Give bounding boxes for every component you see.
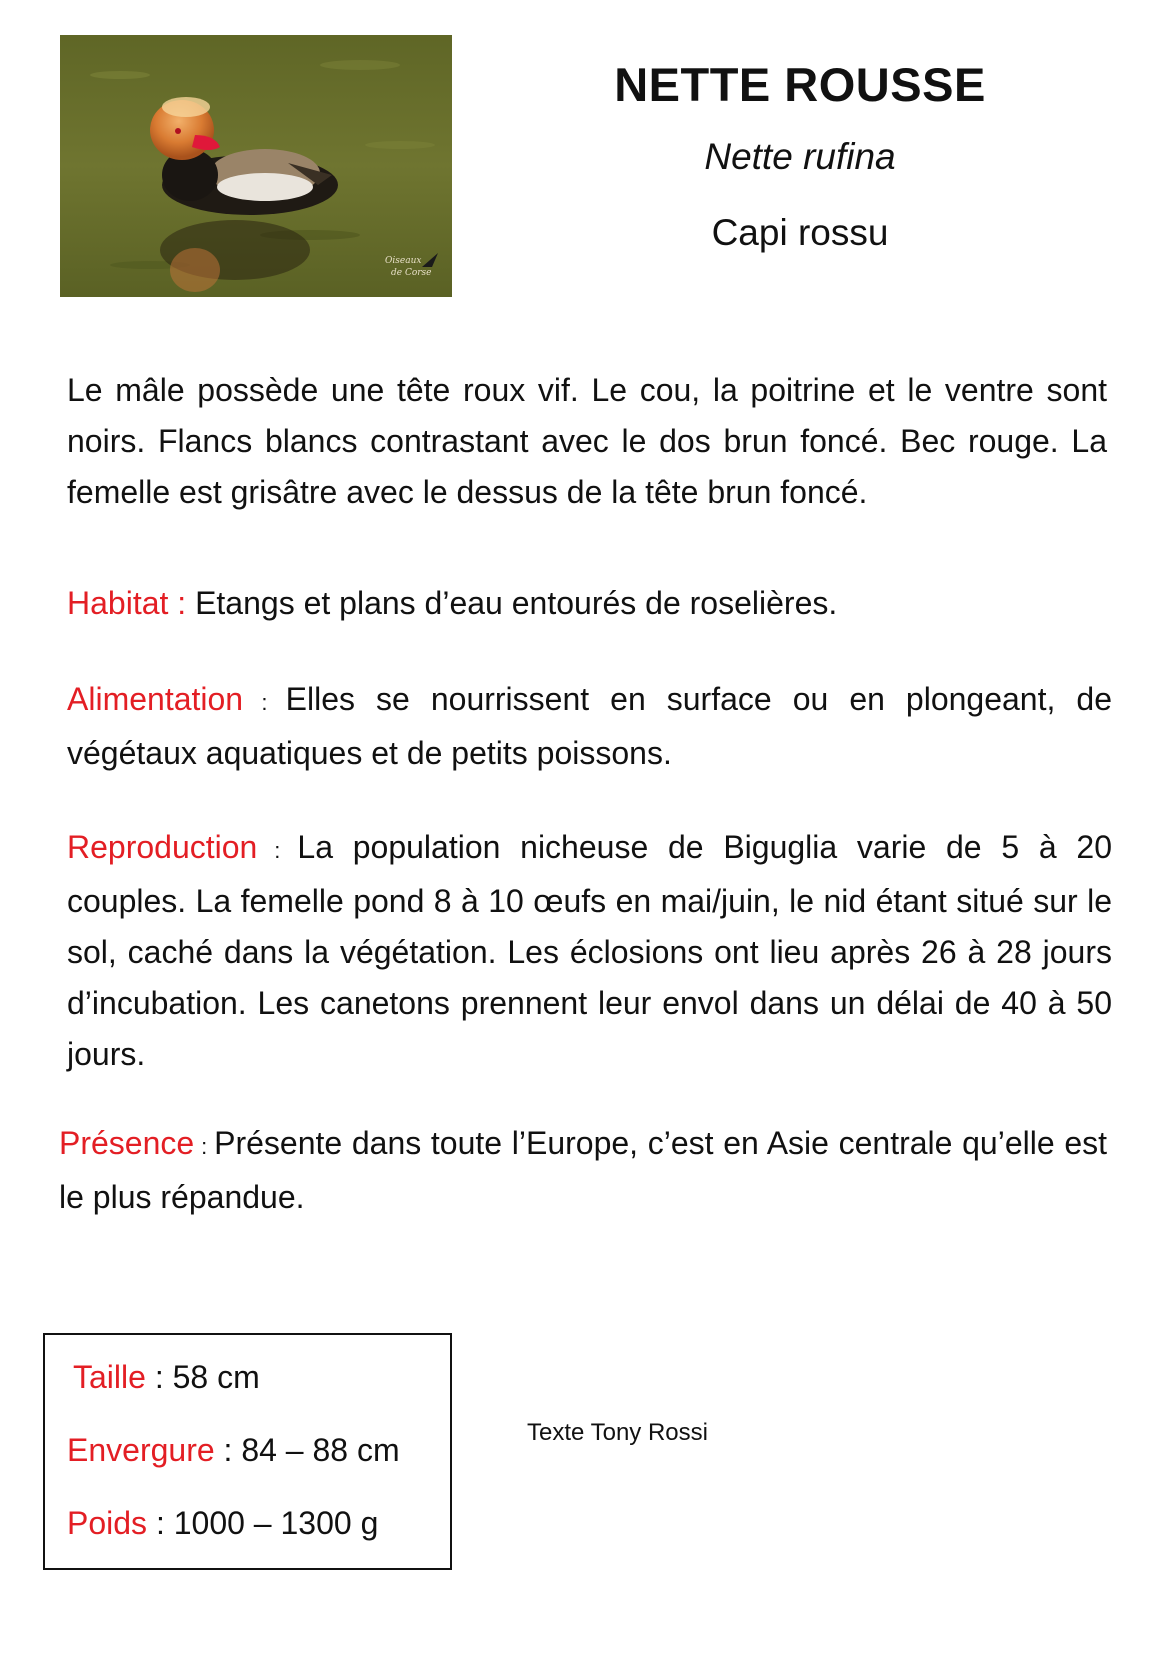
stat-size	[73, 1357, 260, 1397]
size-label: Taille	[73, 1359, 146, 1395]
stat-weight	[67, 1503, 378, 1543]
habitat-separator: :	[168, 585, 196, 621]
description-paragraph: Le mâle possède une tête roux vif. Le cou, la poitrine et le ventre sont noirs. Flancs blancs contrastant avec le dos brun foncé. Bec rouge. La femelle est grisâtre avec le dessus de la tête brun foncé.	[67, 372, 1107, 510]
title-block	[560, 55, 1040, 257]
alimentation-text: Elles se nourrissent en surface ou en plongeant, de végétaux aquatiques et de petits poissons.	[67, 681, 1112, 771]
weight-value: : 1000 – 1300 g	[147, 1505, 379, 1541]
corsican-name: Capi rossu	[711, 212, 889, 253]
wingspan-value: : 84 – 88 cm	[214, 1432, 400, 1468]
reproduction-text: La population nicheuse de Biguglia varie de 5 à 20 couples. La femelle pond 8 à 10 œufs en mai/juin, le nid étant situé sur le sol, caché dans la végétation. Les éclosions ont lieu après 26 à 28 jours d’incubation. Les canetons prennent leur envol dans un délai de 40 à 50 jours.	[67, 829, 1113, 1072]
latin-name: Nette rufina	[704, 136, 896, 177]
habitat-text: Etangs et plans d’eau entourés de roselières.	[195, 585, 838, 621]
size-value: : 58 cm	[145, 1359, 260, 1395]
presence-text: Présente dans toute l’Europe, c’est en Asie centrale qu’elle est le plus répandue.	[59, 1125, 1107, 1215]
wingspan-label: Envergure	[67, 1432, 215, 1468]
alimentation-paragraph	[67, 674, 1112, 779]
reproduction-separator: :	[257, 838, 298, 863]
alimentation-separator: :	[243, 690, 286, 715]
reproduction-label: Reproduction	[67, 829, 258, 865]
duck-photo	[60, 35, 452, 297]
habitat-label: Habitat	[67, 585, 169, 621]
presence-label: Présence	[59, 1125, 195, 1161]
red-crested-pochard-image	[60, 35, 452, 297]
habitat-paragraph	[67, 578, 1107, 629]
page-title: NETTE ROUSSE	[614, 58, 986, 111]
presence-paragraph	[59, 1118, 1107, 1223]
alimentation-label: Alimentation	[67, 681, 244, 717]
weight-label: Poids	[67, 1505, 148, 1541]
watermark-line2: de Corse	[391, 268, 432, 278]
stat-wingspan	[67, 1430, 400, 1470]
presence-separator: :	[194, 1134, 215, 1159]
author-credit: Texte Tony Rossi	[527, 1419, 708, 1446]
stats-box	[43, 1333, 452, 1570]
watermark-line1: Oiseaux	[385, 256, 422, 266]
reproduction-paragraph	[67, 822, 1112, 1080]
